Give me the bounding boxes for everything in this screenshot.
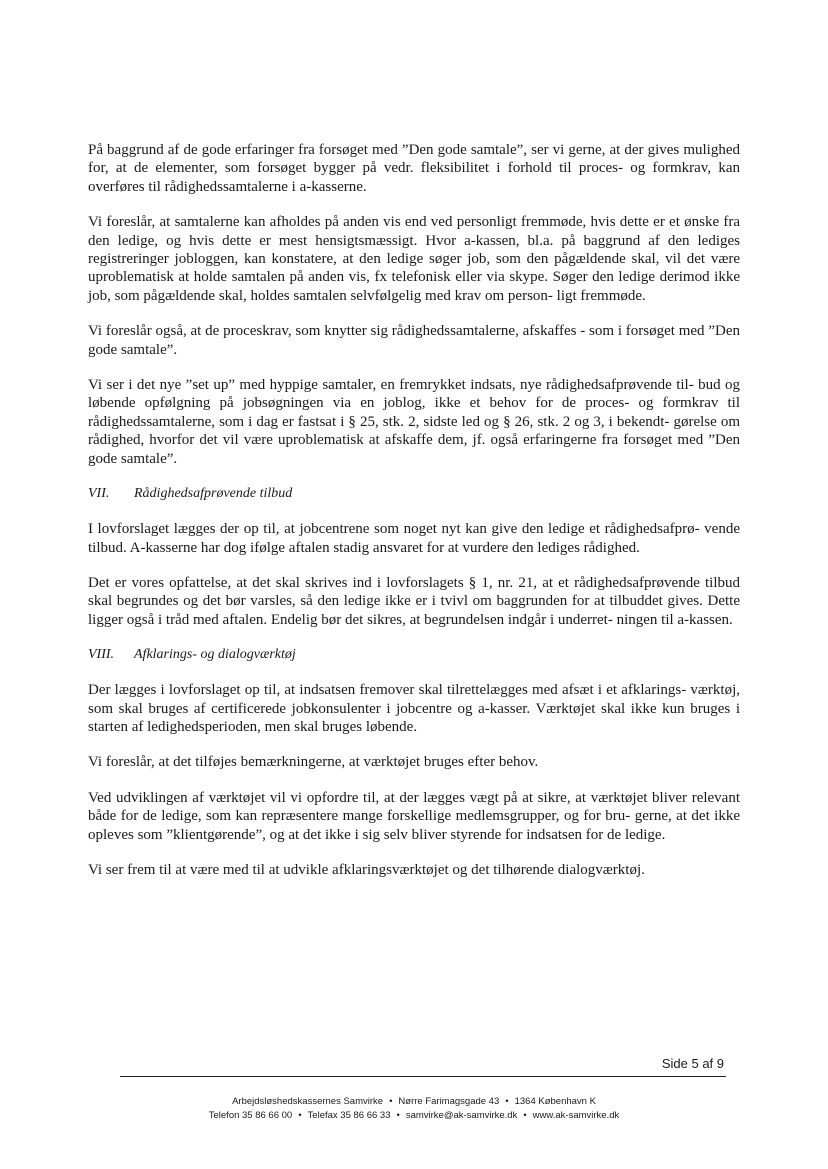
footer-divider [120,1076,726,1077]
section-heading-viii [88,646,740,664]
document-body [88,141,740,896]
footer-phone: Telefon 35 86 66 00 [208,1110,293,1121]
section-title: Afklarings- og dialogværktøj [134,647,296,663]
footer-address-line [0,1095,828,1109]
section-heading-vii [88,485,740,503]
page-number: Side 5 af 9 [661,1056,724,1071]
footer-city: 1364 København K [514,1096,596,1107]
footer-separator: • [389,1096,393,1107]
paragraph: Det er vores opfattelse, at det skal skrives ind i lovforslagets § 1, nr. 21, at et rådighedsafprøvende tilbud skal begrundes og det bør varsles, så den ledige ikke er i tvivl om baggrunden for at tilbuddet gives. Dette ligger også i tråd med aftalen. Endelig bør det sikres, at begrundelsen indgår i underret- ningen til a-kassen. [88,574,740,628]
footer-separator: • [396,1110,400,1121]
paragraph: I lovforslaget lægges der op til, at jobcentrene som noget nyt kan give den ledige et rådighedsafprø- vende tilbud. A-kasserne har dog ifølge aftalen stadig ansvaret for at vurdere den lediges rådighed. [88,521,740,556]
footer-web-link[interactable]: www.ak-samvirke.dk [532,1110,620,1121]
footer-separator: • [298,1110,302,1121]
footer-email-link[interactable]: samvirke@ak-samvirke.dk [405,1110,518,1121]
section-title: Rådighedsafprøvende tilbud [134,486,293,502]
footer [0,1095,828,1123]
section-number: VIII. [88,647,115,663]
footer-contact-line [0,1109,828,1123]
paragraph: Ved udviklingen af værktøjet vil vi opfordre til, at der lægges vægt på at sikre, at værktøjet bliver relevant både for de ledige, som kan repræsentere mange forskellige medlemsgrupper, og for bru- gerne, at det ikke opleves som ”klientgørende”, og at det ikke i sig selv bliver styrende for indsatsen for de ledige. [88,789,740,843]
footer-org: Arbejdsløshedskassernes Samvirke [232,1096,384,1107]
footer-separator: • [523,1110,527,1121]
paragraph: Der lægges i lovforslaget op til, at indsatsen fremover skal tilrettelægges med afsæt i et afklarings- værktøj, som skal bruges af certificerede jobkonsulenter i jobcentre og a-kasser. Værktøjet skal ikke kun bruges i starten af ledighedsperioden, men skal bruges løbende. [88,682,740,735]
section-number: VII. [88,486,110,502]
footer-street: Nørre Farimagsgade 43 [398,1096,500,1107]
paragraph: På baggrund af de gode erfaringer fra forsøget med ”Den gode samtale”, ser vi gerne, at der gives mulighed for, at de elementer, som forsøget bygger på vedr. fleksibilitet i forhold til proces- og formkrav, kan overføres til rådighedssamtalerne i a-kasserne. [88,142,740,195]
footer-fax: Telefax 35 86 66 33 [307,1110,391,1121]
paragraph: Vi ser frem til at være med til at udvikle afklaringsværktøjet og det tilhørende dialogværktøj. [88,861,645,878]
footer-separator: • [505,1096,509,1107]
paragraph: Vi foreslår også, at de proceskrav, som knytter sig rådighedssamtalerne, afskaffes - som i forsøget med ”Den gode samtale”. [88,323,740,358]
paragraph: Vi foreslår, at samtalerne kan afholdes på anden vis end ved personligt fremmøde, hvis dette er et ønske fra den ledige, og hvis dette er mest hensigtsmæssigt. Hvor a-kassen, bl.a. på baggrund af den lediges registreringer jobloggen, kan konstatere, at den ledige søger job, som den pågældende skal, vil det være uproblematisk at holde samtalen på anden vis, fx telefonisk eller via skype. Søger den ledige derimod ikke job, som pågældende skal, holdes samtalen selvfølgelig med krav om person- ligt fremmøde. [88,214,740,304]
paragraph: Vi foreslår, at det tilføjes bemærkningerne, at værktøjet bruges efter behov. [88,754,539,771]
paragraph: Vi ser i det nye ”set up” med hyppige samtaler, en fremrykket indsats, nye rådighedsafprøvende til- bud og løbende opfølgning på jobsøgningen via en joblog, ikke et behov for de proces- og formkrav til rådighedssamtalerne, som i dag er fastsat i § 25, stk. 2, sidste led og § 26, stk. 2 og 3, i bekendt- gørelse om rådighed, hvorfor det vil være uproblematisk at afskaffe dem, jf. også erfaringerne fra forsøget med ”Den gode samtale”. [88,377,740,467]
